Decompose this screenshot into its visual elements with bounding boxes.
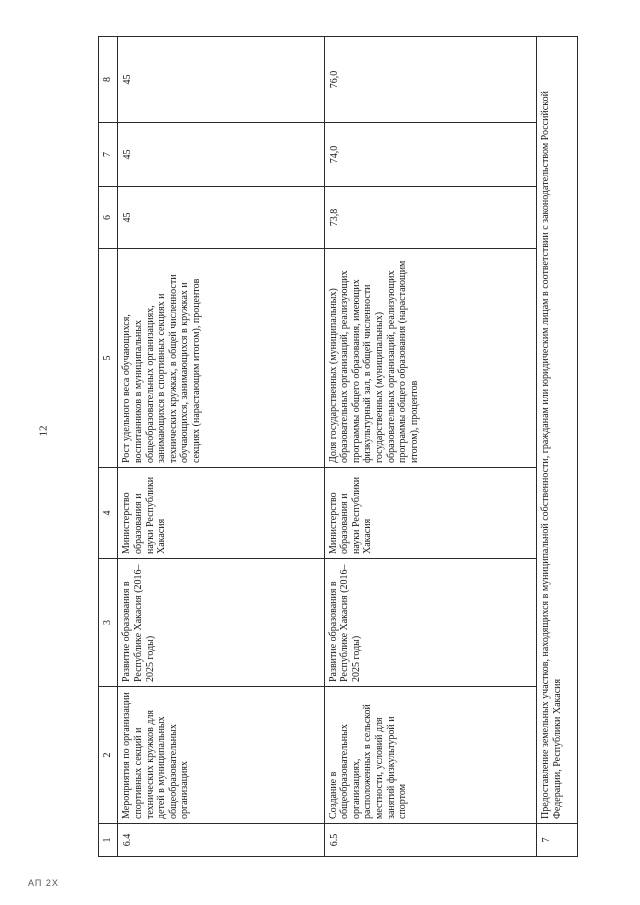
- executor: Министерство образования и науки Республики Хакасия: [324, 468, 537, 559]
- indicator: Рост удельного веса обучающихся, воспитанников в муниципальных общеобразовательных организациях, занимающихся в спортивных секциях и технических кружках, в общей численности обучающихся, занимающихся в кружках и секциях (нарастающим итогом), процентов: [118, 249, 324, 468]
- header-cell-8: 8: [99, 37, 118, 123]
- rotated-table-container: [98, 37, 578, 857]
- measure-name: Создание в общеобразовательных организациях, расположенных в сельской местности, условий для занятий физкультурой и спортом: [324, 687, 537, 824]
- header-cell-7: 7: [99, 123, 118, 187]
- header-cell-2: 2: [99, 687, 118, 824]
- program-name: Развитие образования в Республике Хакасия (2016–2025 годы): [118, 559, 324, 687]
- section-row: [537, 37, 578, 857]
- header-cell-1: 1: [99, 824, 118, 857]
- measure-name: Мероприятия по организации спортивных секций и технических кружков для детей в муниципальных общеобразовательных организациях: [118, 687, 324, 824]
- page-number: 12: [37, 425, 50, 437]
- row-number: 6.5: [324, 824, 537, 857]
- row-number: 6.4: [118, 824, 324, 857]
- footer-mark: АП 2Х: [28, 878, 59, 888]
- value-col-6: 45: [118, 187, 324, 249]
- measures-table: [98, 36, 578, 857]
- table-row: [118, 37, 324, 857]
- header-cell-5: 5: [99, 249, 118, 468]
- value-col-8: 76,0: [324, 37, 537, 123]
- value-col-6: 73,8: [324, 187, 537, 249]
- header-cell-4: 4: [99, 468, 118, 559]
- section-number: 7: [537, 824, 578, 857]
- program-name: Развитие образования в Республике Хакасия (2016–2025 годы): [324, 559, 537, 687]
- header-row: [99, 37, 118, 857]
- executor: Министерство образования и науки Республики Хакасия: [118, 468, 324, 559]
- header-cell-6: 6: [99, 187, 118, 249]
- header-cell-3: 3: [99, 559, 118, 687]
- table-row: [324, 37, 537, 857]
- section-title: Предоставление земельных участков, находящихся в муниципальной собственности, гражданам или юридическим лицам в соответствии с законодательством Российской Федерации, Республики Хакасия: [537, 37, 578, 824]
- value-col-8: 45: [118, 37, 324, 123]
- indicator: Доля государственных (муниципальных) образовательных организаций, реализующих программы общего образования, имеющих физкультурный зал, в общей численности государственных (муниципальных) образовательных организаций, реализующих программы общего образования (нарастающим итогом), процентов: [324, 249, 537, 468]
- value-col-7: 74,0: [324, 123, 537, 187]
- value-col-7: 45: [118, 123, 324, 187]
